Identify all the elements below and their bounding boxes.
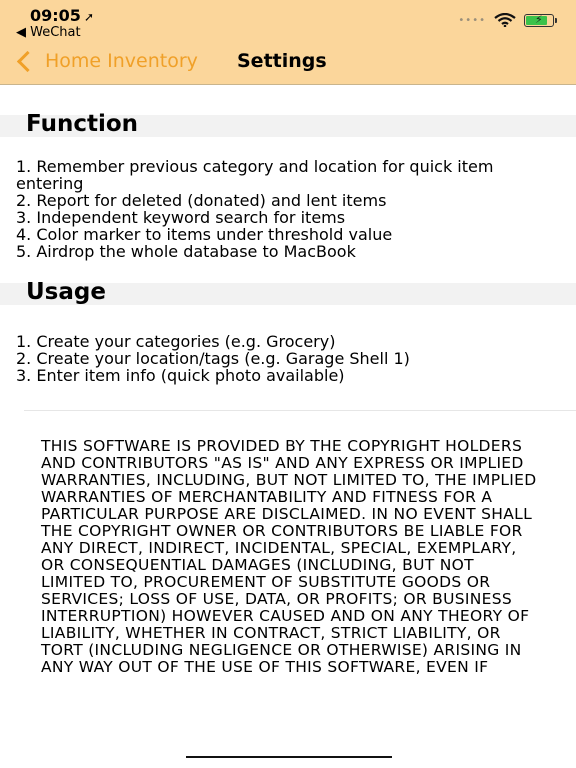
location-arrow-icon: ➚ xyxy=(83,10,94,24)
section-title-function: Function xyxy=(26,111,139,137)
back-button-label: Home Inventory xyxy=(45,50,198,72)
list-item: 1. Remember previous category and location for quick item entering xyxy=(16,157,494,193)
chevron-left-icon xyxy=(17,50,38,71)
page-title: Settings xyxy=(237,50,327,72)
return-to-app-link[interactable]: ◀ WeChat xyxy=(16,25,81,40)
list-item: 1. Create your categories (e.g. Grocery) xyxy=(16,332,336,351)
battery-charging-icon: ⚡ xyxy=(524,14,554,27)
list-item: 3. Independent keyword search for items xyxy=(16,208,346,227)
signal-icon: •••• xyxy=(458,14,486,26)
list-item: 3. Enter item info (quick photo available) xyxy=(16,366,345,385)
function-list xyxy=(16,158,556,260)
divider xyxy=(24,410,576,411)
list-item: 2. Report for deleted (donated) and lent items xyxy=(16,191,387,210)
section-title-usage: Usage xyxy=(26,279,106,305)
back-button[interactable] xyxy=(14,50,198,72)
usage-list xyxy=(16,333,556,384)
status-time xyxy=(30,6,94,25)
status-icons xyxy=(458,13,554,27)
license-text: THIS SOFTWARE IS PROVIDED BY THE COPYRIGHT HOLDERS AND CONTRIBUTORS "AS IS" AND ANY EXPRESS OR IMPLIED WARRANTIES, INCLUDING, BUT NOT LIMITED TO, THE IMPLIED WARRANTIES OF MERCHANTABILITY AND FITNESS FOR A PARTICULAR PURPOSE ARE DISCLAIMED. IN NO EVENT SHALL THE COPYRIGHT OWNER OR CONTRIBUTORS BE LIABLE FOR ANY DIRECT, INDIRECT, INCIDENTAL, SPECIAL, EXEMPLARY, OR CONSEQUENTIAL DAMAGES (INCLUDING, BUT NOT LIMITED TO, PROCUREMENT OF SUBSTITUTE GOODS OR SERVICES; LOSS OF USE, DATA, OR PROFITS; OR BUSINESS INTERRUPTION) HOWEVER CAUSED AND ON ANY THEORY OF LIABILITY, WHETHER IN CONTRACT, STRICT LIABILITY, OR TORT (INCLUDING NEGLIGENCE OR OTHERWISE) ARISING IN ANY WAY OUT OF THE USE OF THIS SOFTWARE, EVEN IF xyxy=(41,437,537,676)
list-item: 5. Airdrop the whole database to MacBook xyxy=(16,242,356,261)
navigation-header xyxy=(0,0,576,85)
list-item: 4. Color marker to items under threshold value xyxy=(16,225,393,244)
hand-drawn-underline xyxy=(186,756,392,758)
list-item: 2. Create your location/tags (e.g. Garage Shell 1) xyxy=(16,349,410,368)
status-time-label: 09:05 xyxy=(30,6,81,25)
wifi-icon xyxy=(494,13,516,27)
